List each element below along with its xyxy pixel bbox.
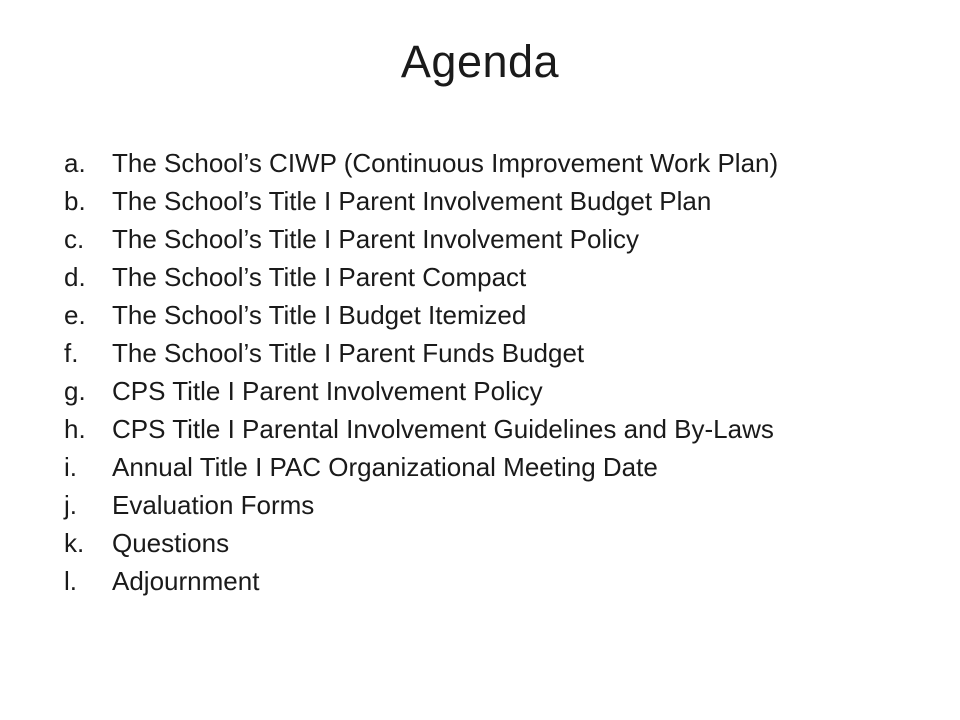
agenda-item	[64, 448, 944, 486]
agenda-item	[64, 144, 944, 182]
agenda-item	[64, 220, 944, 258]
item-marker: g.	[64, 376, 86, 406]
item-text: The School’s Title I Budget Itemized	[112, 300, 527, 330]
item-text: The School’s CIWP (Continuous Improvement Work Plan)	[112, 148, 779, 178]
item-text: CPS Title I Parental Involvement Guidelines and By-Laws	[112, 414, 774, 444]
agenda-list	[64, 144, 944, 600]
item-marker: e.	[64, 300, 86, 330]
item-marker: c.	[64, 224, 85, 254]
item-marker: j.	[64, 490, 77, 520]
item-marker: f.	[64, 338, 79, 368]
agenda-item	[64, 182, 944, 220]
agenda-item	[64, 334, 944, 372]
item-text: The School’s Title I Parent Involvement Policy	[112, 224, 639, 254]
item-marker: d.	[64, 262, 86, 292]
agenda-item	[64, 486, 944, 524]
item-marker: i.	[64, 452, 77, 482]
item-text: Annual Title I PAC Organizational Meeting Date	[112, 452, 658, 482]
item-marker: h.	[64, 414, 86, 444]
item-marker: a.	[64, 148, 86, 178]
item-marker: k.	[64, 528, 85, 558]
agenda-item	[64, 562, 944, 600]
agenda-item	[64, 258, 944, 296]
item-text: The School’s Title I Parent Involvement Budget Plan	[112, 186, 712, 216]
agenda-item	[64, 296, 944, 334]
item-text: Adjournment	[112, 566, 260, 596]
item-text: Questions	[112, 528, 230, 558]
item-marker: b.	[64, 186, 86, 216]
agenda-item	[64, 410, 944, 448]
item-text: The School’s Title I Parent Funds Budget	[112, 338, 585, 368]
item-text: CPS Title I Parent Involvement Policy	[112, 376, 543, 406]
slide-title: Agenda	[400, 36, 560, 87]
agenda-item	[64, 524, 944, 562]
agenda-item	[64, 372, 944, 410]
item-text: Evaluation Forms	[112, 490, 315, 520]
item-text: The School’s Title I Parent Compact	[112, 262, 527, 292]
item-marker: l.	[64, 566, 77, 596]
